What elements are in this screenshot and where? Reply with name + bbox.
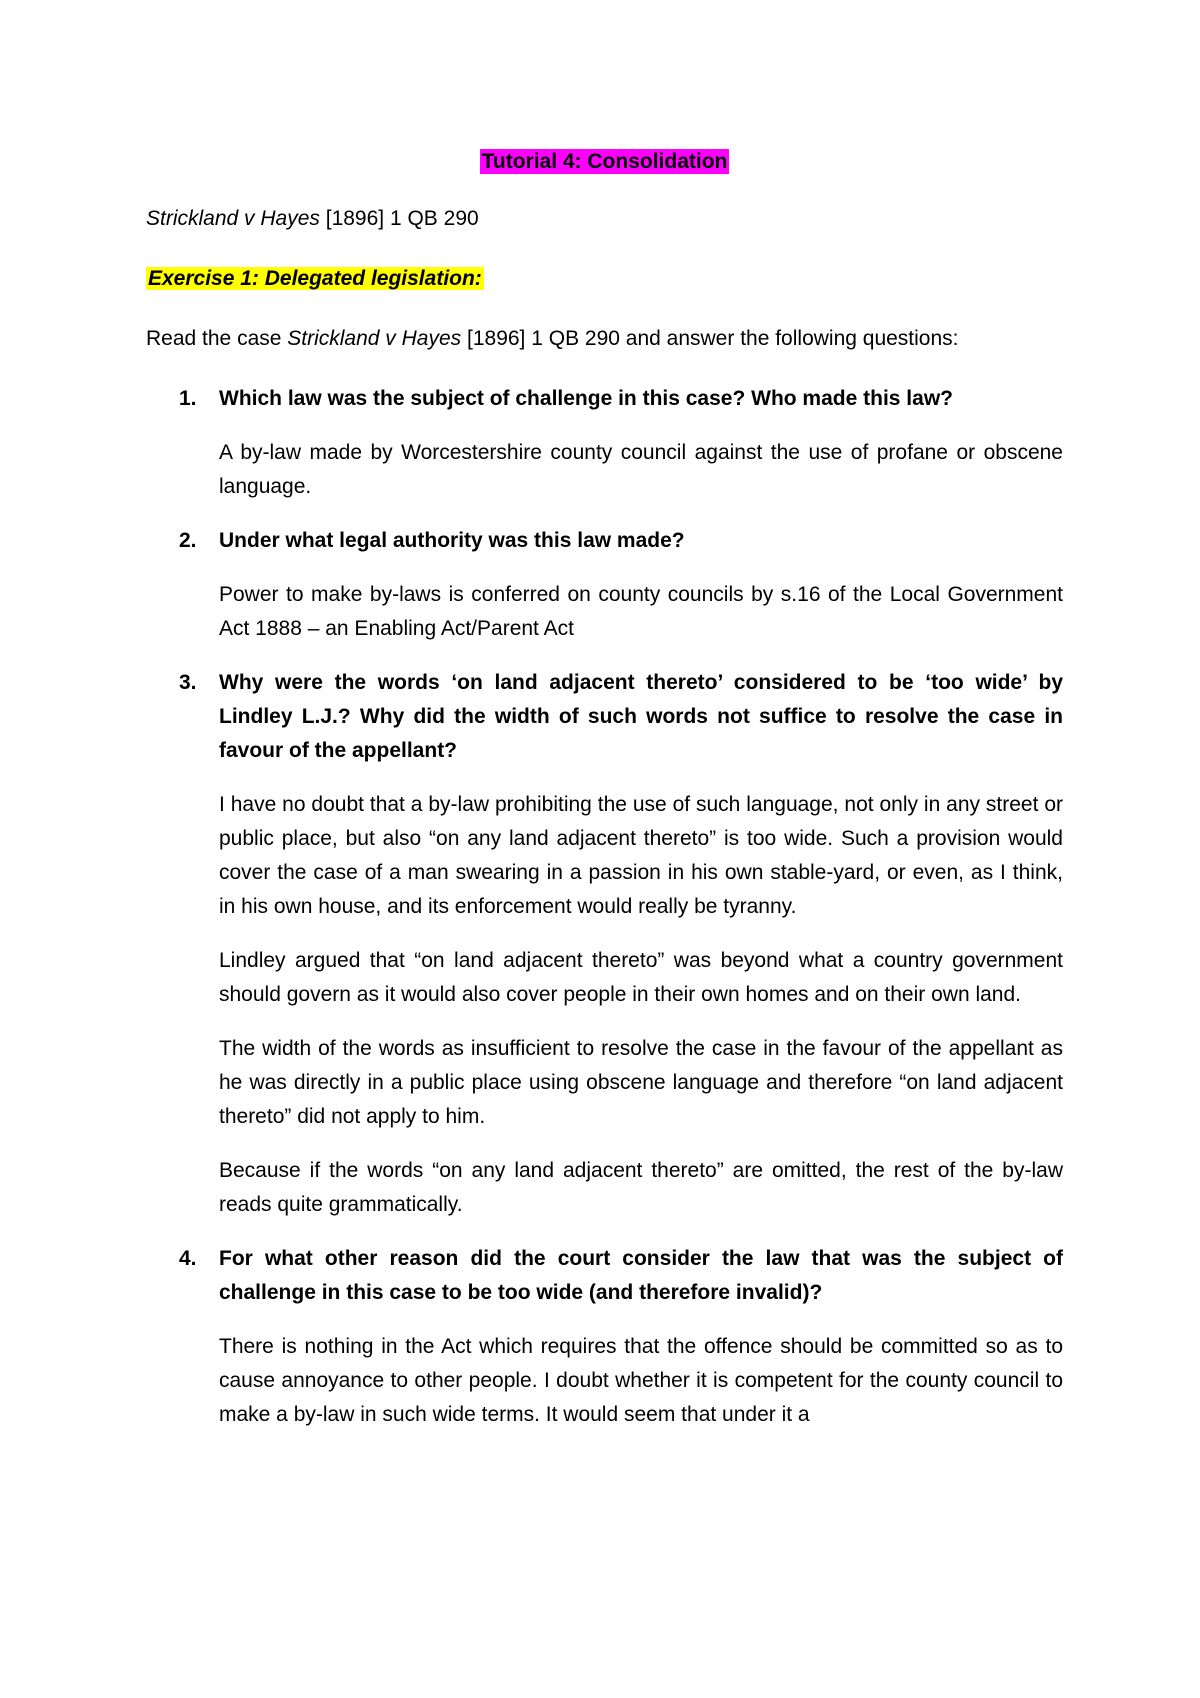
- document-body: [146, 148, 1063, 1452]
- question-text: Which law was the subject of challenge in this case? Who made this law?: [219, 387, 953, 410]
- answer-paragraph: Lindley argued that “on land adjacent thereto” was beyond what a country government should govern as it would also cover people in their own homes and on their own land.: [219, 949, 1063, 1006]
- document-title: Tutorial 4: Consolidation: [481, 150, 728, 173]
- question-number: 1.: [179, 387, 197, 410]
- case-name: Strickland v Hayes: [146, 207, 320, 230]
- question-item: [146, 524, 1063, 646]
- answer-paragraph: A by-law made by Worcestershire county council against the use of profane or obscene language.: [219, 441, 1063, 498]
- question-text: Why were the words ‘on land adjacent thereto’ considered to be ‘too wide’ by Lindley L.J.? Why did the width of such words not suffice to resolve the case in favour of the appellant?: [219, 671, 1063, 762]
- exercise-heading: Exercise 1: Delegated legislation:: [148, 267, 482, 290]
- title-line: [146, 148, 1063, 176]
- answer-paragraph: There is nothing in the Act which requires that the offence should be committed so as to cause annoyance to other people. I doubt whether it is competent for the county council to make a by-law in such wide terms. It would seem that under it a: [219, 1335, 1063, 1426]
- instruction-before: Read the case: [146, 327, 288, 350]
- question-list: [146, 382, 1063, 1432]
- case-citation: [1896] 1 QB 290: [319, 207, 479, 230]
- case-reference: [146, 202, 1063, 236]
- question-number: 3.: [179, 671, 197, 694]
- question-item: [146, 382, 1063, 504]
- instruction-after: [1896] 1 QB 290 and answer the following questions:: [461, 327, 959, 350]
- question-number: 4.: [179, 1247, 197, 1270]
- question-item: [146, 1242, 1063, 1432]
- question-text: Under what legal authority was this law made?: [219, 529, 685, 552]
- instruction: [146, 322, 1063, 356]
- answer-paragraph: I have no doubt that a by-law prohibiting the use of such language, not only in any street or public place, but also “on any land adjacent thereto” is too wide. Such a provision would cover the case of a man swearing in a passion in his own stable-yard, or even, as I think, in his own house, and its enforcement would really be tyranny.: [219, 793, 1063, 918]
- answer-paragraph: The width of the words as insufficient to resolve the case in the favour of the appellant as he was directly in a public place using obscene language and therefore “on land adjacent thereto” did not apply to him.: [219, 1037, 1063, 1128]
- exercise-heading-line: [146, 262, 1063, 296]
- answer-paragraph: Because if the words “on any land adjacent thereto” are omitted, the rest of the by-law reads quite grammatically.: [219, 1159, 1063, 1216]
- question-number: 2.: [179, 529, 197, 552]
- answer-paragraph: Power to make by-laws is conferred on county councils by s.16 of the Local Government Act 1888 – an Enabling Act/Parent Act: [219, 583, 1063, 640]
- question-text: For what other reason did the court consider the law that was the subject of challenge in this case to be too wide (and therefore invalid)?: [219, 1247, 1063, 1304]
- instruction-case-name: Strickland v Hayes: [287, 327, 462, 350]
- question-item: [146, 666, 1063, 1222]
